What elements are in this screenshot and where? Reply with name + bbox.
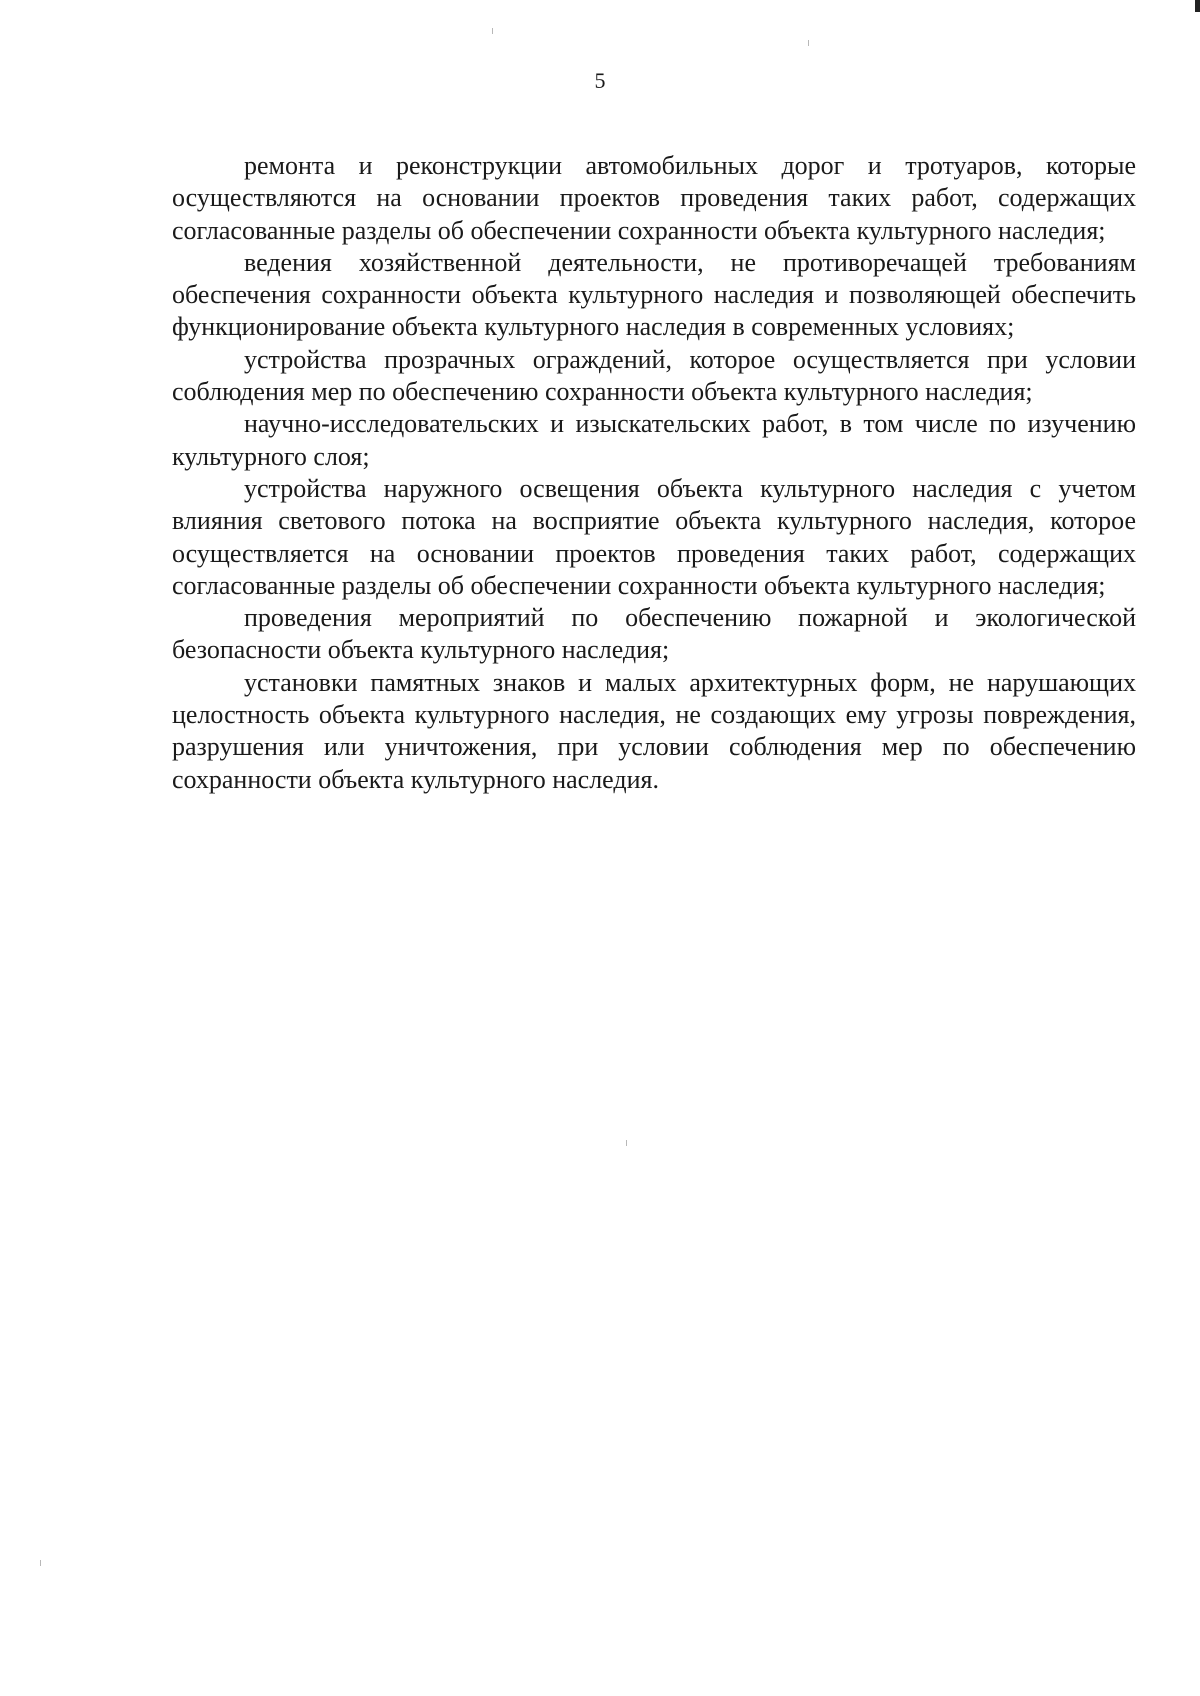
- page-number: 5: [594, 68, 606, 93]
- paragraph-outdoor-lighting: устройства наружного освещения объекта культурного наследия с учетом влияния светового потока на восприятие объекта культурного наследия, которое осуществляется на основании проектов проведения таких работ, содержащих согласованные разделы об обеспечении сохранности объекта культурного наследия;: [172, 473, 1136, 600]
- paragraph-fire-safety: проведения мероприятий по обеспечению пожарной и экологической безопасности объекта культурного наследия;: [172, 603, 1136, 665]
- paragraph-road-repair: ремонта и реконструкции автомобильных дорог и тротуаров, которые осуществляются на основании проектов проведения таких работ, содержащих согласованные разделы об обеспечении сохранности объекта культурного наследия;: [172, 151, 1136, 245]
- paragraph-research-works: научно-исследовательских и изыскательских работ, в том числе по изучению культурного слоя;: [172, 409, 1136, 471]
- paragraph-economic-activity: ведения хозяйственной деятельности, не противоречащей требованиям обеспечения сохранности объекта культурного наследия и позволяющей обеспечить функционирование объекта культурного наследия в современных условиях;: [172, 247, 1136, 342]
- scan-speck: [808, 40, 809, 46]
- scan-speck: [40, 1560, 41, 1566]
- paragraph-memorial-signs: установки памятных знаков и малых архитектурных форм, не нарушающих целостность объекта культурного наследия, не создающих ему угрозы повреждения, разрушения или уничтожения, при условии соблюдения мер по обеспечению сохранности объекта культурного наследия.: [172, 667, 1136, 794]
- scan-edge-mark: [1195, 0, 1200, 12]
- scan-speck: [626, 1140, 627, 1146]
- document-body: [172, 150, 1136, 796]
- scan-speck: [492, 28, 493, 34]
- paragraph-transparent-fences: устройства прозрачных ограждений, которое осуществляется при условии соблюдения мер по обеспечению сохранности объекта культурного наследия;: [172, 344, 1136, 407]
